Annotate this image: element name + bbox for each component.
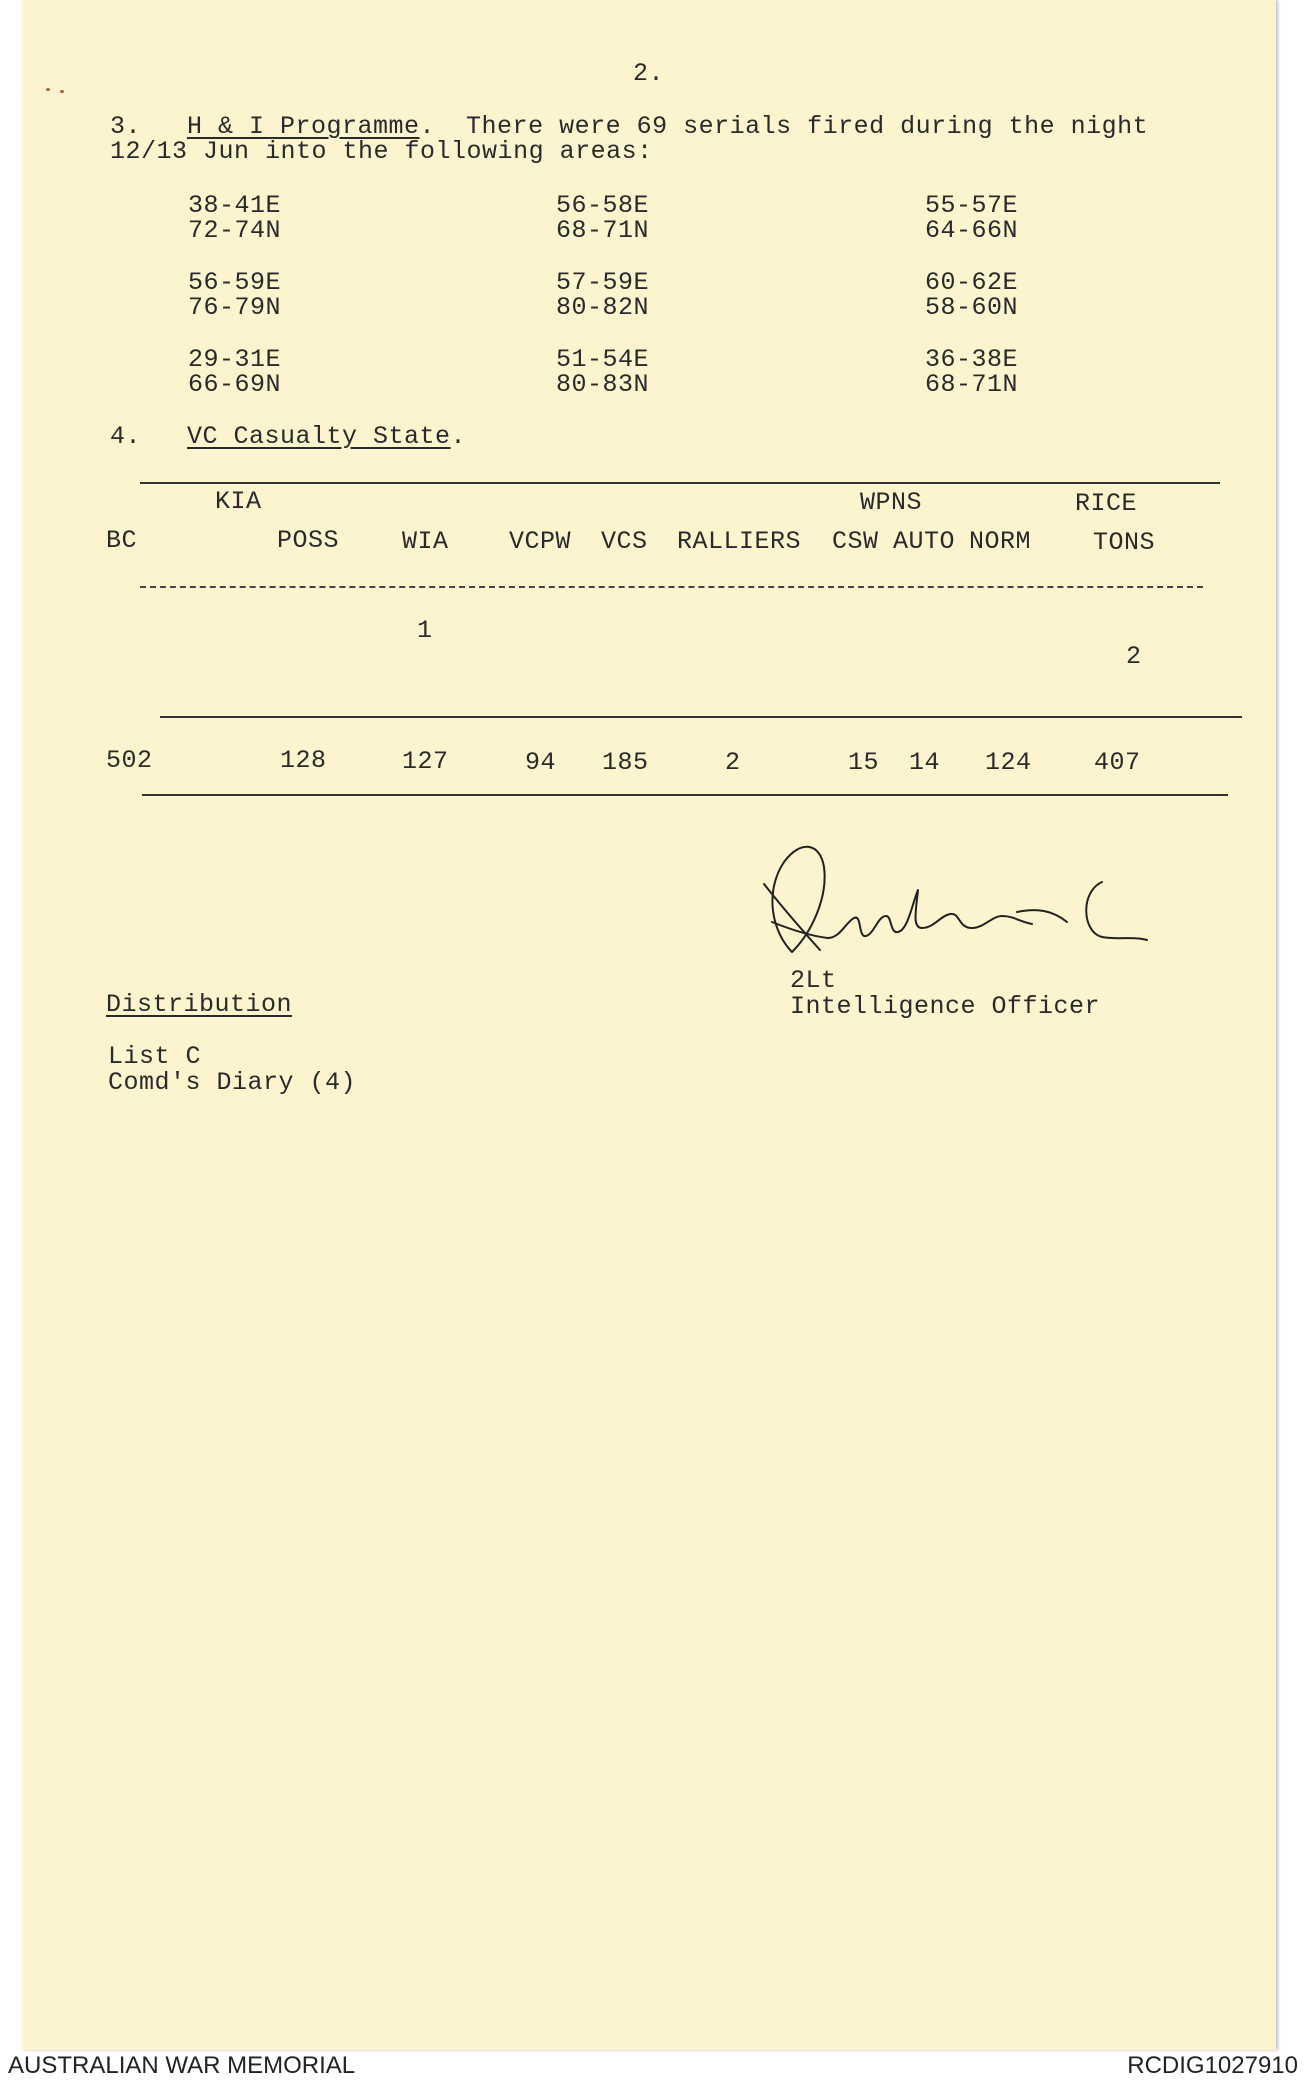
footer-archive-name: AUSTRALIAN WAR MEMORIAL [8,2052,356,2079]
signature-title: Intelligence Officer [790,992,1101,1021]
area-east: 57-59E [556,268,650,297]
header-norm: NORM [969,527,1032,556]
total-auto: 14 [909,748,941,777]
total-tons: 407 [1094,748,1141,777]
header-wia: WIA [402,527,449,556]
area-north: 76-79N [188,293,282,322]
area-north: 58-60N [925,293,1019,322]
para3-number: 3. [110,112,142,141]
header-bc: BC [106,526,138,555]
table-top-rule [140,482,1220,484]
header-wpns: WPNS [860,488,923,517]
handwritten-signature [762,812,1172,972]
header-divider [140,586,1203,588]
area-east: 55-57E [925,191,1019,220]
header-auto: AUTO [893,527,956,556]
totals-top-rule [160,716,1242,718]
area-north: 68-71N [925,370,1019,399]
daily-wia: 1 [417,616,433,645]
para4-line: VC Casualty State. [187,422,467,451]
header-csw: CSW [832,527,879,556]
total-csw: 15 [848,748,880,777]
distribution-heading: Distribution [106,990,293,1019]
header-tons: TONS [1093,528,1156,557]
header-vcs: VCS [601,527,648,556]
area-east: 29-31E [188,345,282,374]
signature-rank: 2Lt [790,966,837,995]
para3-text: . There were 69 serials fired during the night [419,112,1149,141]
area-north: 72-74N [188,216,282,245]
table-bottom-rule [142,794,1228,796]
total-vcs: 185 [602,748,649,777]
area-east: 36-38E [925,345,1019,374]
total-ralliers: 2 [725,748,741,777]
header-poss: POSS [277,526,340,555]
total-norm: 124 [985,748,1032,777]
paper-blemish [46,88,50,91]
area-north: 64-66N [925,216,1019,245]
distribution-item: Comd's Diary (4) [108,1068,357,1097]
area-east: 38-41E [188,191,282,220]
total-wia: 127 [402,747,449,776]
header-vcpw: VCPW [509,527,572,556]
daily-tons: 2 [1126,642,1142,671]
area-north: 66-69N [188,370,282,399]
header-rice: RICE [1075,489,1138,518]
area-east: 56-59E [188,268,282,297]
area-east: 51-54E [556,345,650,374]
header-kia: KIA [215,487,262,516]
para4-heading: VC Casualty State [187,422,451,451]
total-bc: 502 [106,746,153,775]
total-poss: 128 [280,746,327,775]
para4-number: 4. [110,422,142,451]
footer-archive-id: RCDIG1027910 [1127,2052,1298,2079]
area-east: 60-62E [925,268,1019,297]
header-ralliers: RALLIERS [677,527,802,556]
para3-line2: 12/13 Jun into the following areas: [110,137,653,166]
area-north: 80-83N [556,370,650,399]
area-north: 80-82N [556,293,650,322]
distribution-item: List C [108,1042,202,1071]
area-north: 68-71N [556,216,650,245]
total-vcpw: 94 [525,748,557,777]
document-page [22,0,1276,2050]
area-east: 56-58E [556,191,650,220]
page-number: 2. [633,59,665,88]
para3-heading: H & I Programme [187,112,420,141]
paper-blemish [60,90,64,93]
